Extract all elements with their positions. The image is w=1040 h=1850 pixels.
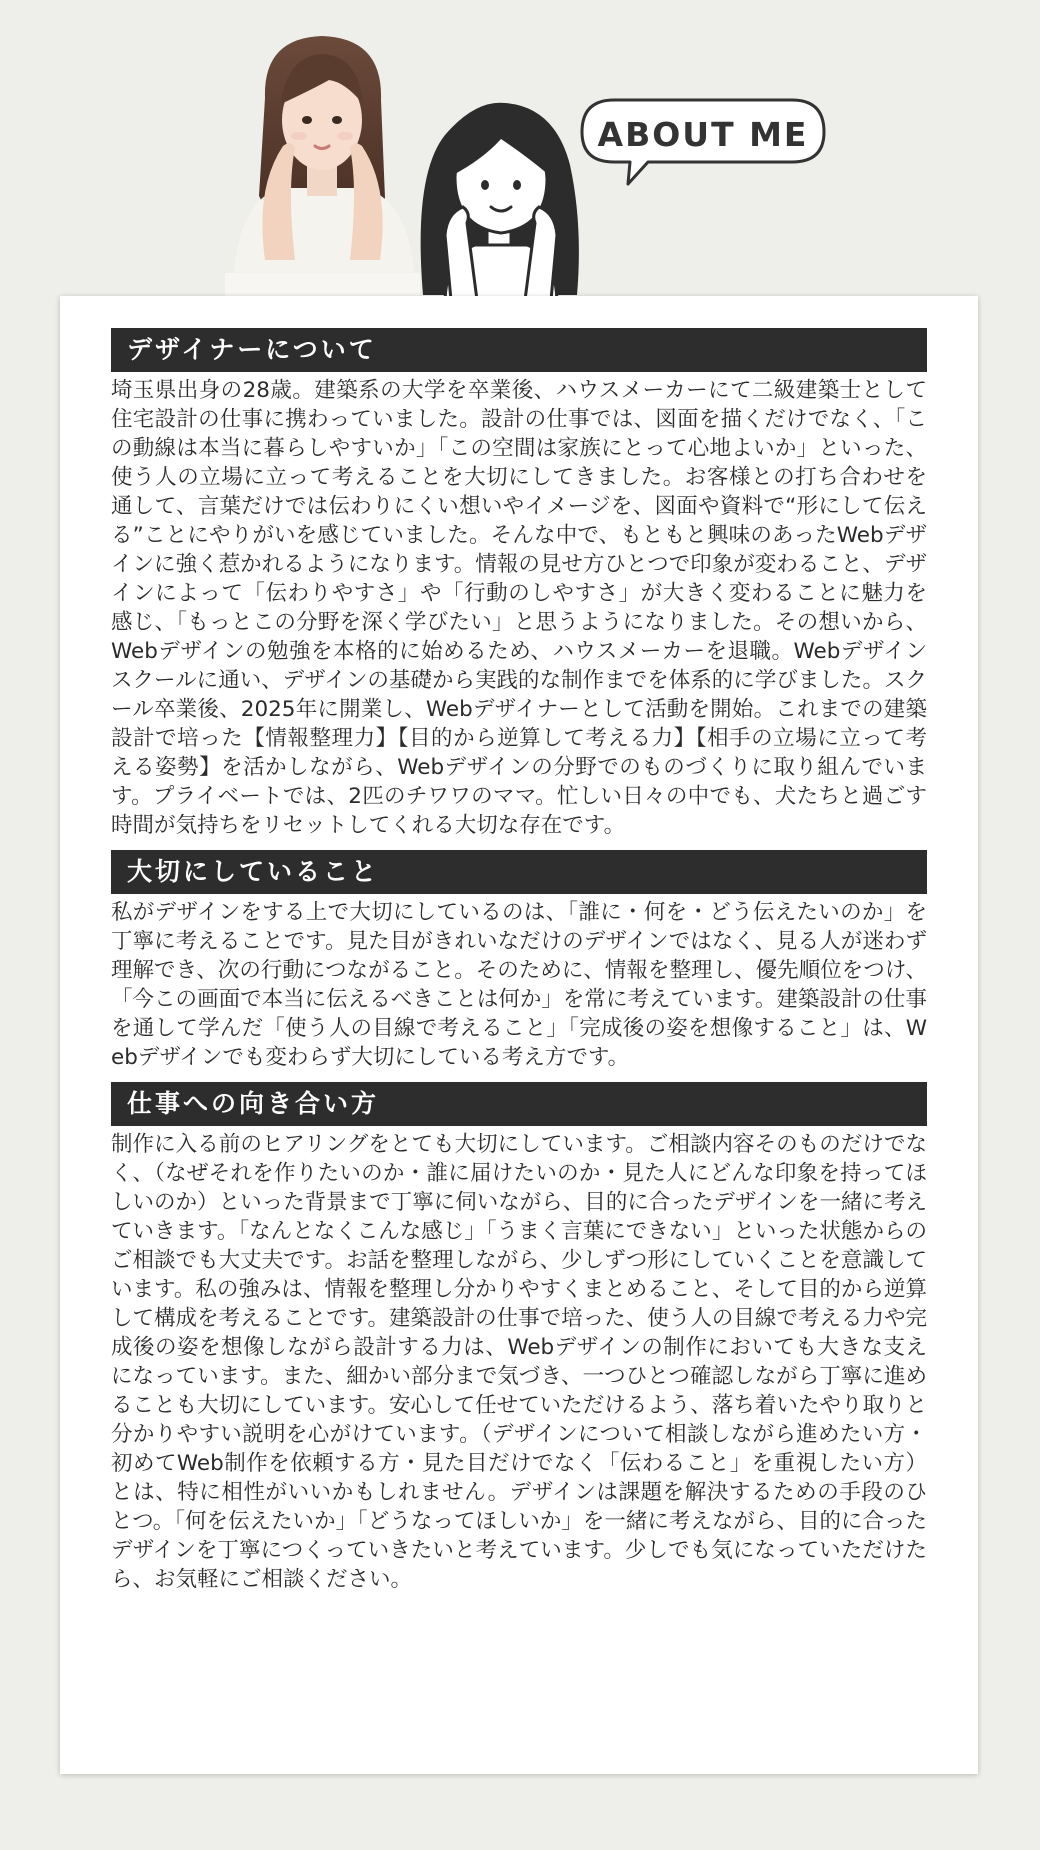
section-heading-work-approach: 仕事への向き合い方 [111,1082,927,1126]
section-heading-values: 大切にしていること [111,850,927,894]
profile-photo [225,28,420,298]
section-heading-designer: デザイナーについて [111,328,927,372]
section-body-designer: 埼玉県出身の28歳。建築系の大学を卒業後、ハウスメーカーにて二級建築士として住宅設計の仕事に携わっていました。設計の仕事では、図面を描くだけでなく、「この動線は本当に暮らしやすいか」「この空間は家族にとって心地よいか」といった、使う人の立場に立って考えることを大切にしてきました。お客様との打ち合わせを通して、言葉だけでは伝わりにくい想いやイメージを、図面や資料で“形にして伝える”ことにやりがいを感じていました。そんな中で、もともと興味のあったWebデザインに強く惹かれるようになります。情報の見せ方ひとつで印象が変わること、デザインによって「伝わりやすさ」や「行動のしやすさ」が大きく変わることに魅力を感じ、「もっとこの分野を深く学びたい」と思うようになりました。その想いから、Webデザインの勉強を本格的に始めるため、ハウスメーカーを退職。Webデザインスクールに通い、デザインの基礎から実践的な制作までを体系的に学びました。スクール卒業後、2025年に開業し、Webデザイナーとして活動を開始。これまでの建築設計で培った【情報整理力】【目的から逆算して考える力】【相手の立場に立って考える姿勢】を活かしながら、Webデザインの分野でのものづくりに取り組んでいます。プライベートでは、2匹のチワワのママ。忙しい日々の中でも、犬たちと過ごす時間が気持ちをリセットしてくれる大切な存在です。 [111,378,927,838]
about-me-label: ABOUT ME [597,115,809,154]
profile-card [60,296,978,1774]
section-body-work-approach: 制作に入る前のヒアリングをとても大切にしています。ご相談内容そのものだけでなく、（なぜそれを作りたいのか・誰に届けたいのか・見た人にどんな印象を持ってほしいのか）といった背景まで丁寧に伺いながら、目的に合ったデザインを一緒に考えていきます。「なんとなくこんな感じ」「うまく言葉にできない」といった状態からのご相談でも大丈夫です。お話を整理しながら、少しずつ形にしていくことを意識しています。私の強みは、情報を整理し分かりやすくまとめること、そして目的から逆算して構成を考えることです。建築設計の仕事で培った、使う人の目線で考える力や完成後の姿を想像しながら設計する力は、Webデザインの制作においても大きな支えになっています。また、細かい部分まで気づき、一つひとつ確認しながら丁寧に進めることも大切にしています。安心して任せていただけるよう、落ち着いたやり取りと分かりやすい説明を心がけています。（デザインについて相談しながら進めたい方・初めてWeb制作を依頼する方・見た目だけでなく「伝わること」を重視したい方）とは、特に相性がいいかもしれません。デザインは課題を解決するための手段のひとつ。「何を伝えたいか」「どうなってほしいか」を一緒に考えながら、目的に合ったデザインを丁寧につくっていきたいと考えています。少しでも気になっていただけたら、お気軽にご相談ください。 [111,1132,927,1592]
about-hero [0,0,1040,300]
section-body-values: 私がデザインをする上で大切にしているのは、「誰に・何を・どう伝えたいのか」を丁寧に考えることです。見た目がきれいなだけのデザインではなく、見る人が迷わず理解でき、次の行動につながること。そのために、情報を整理し、優先順位をつけ、「今この画面で本当に伝えるべきことは何か」を常に考えています。建築設計の仕事を通して学んだ「使う人の目線で考えること」「完成後の姿を想像すること」は、Webデザインでも変わらず大切にしている考え方です。 [111,900,927,1070]
character-illustration [405,95,590,300]
